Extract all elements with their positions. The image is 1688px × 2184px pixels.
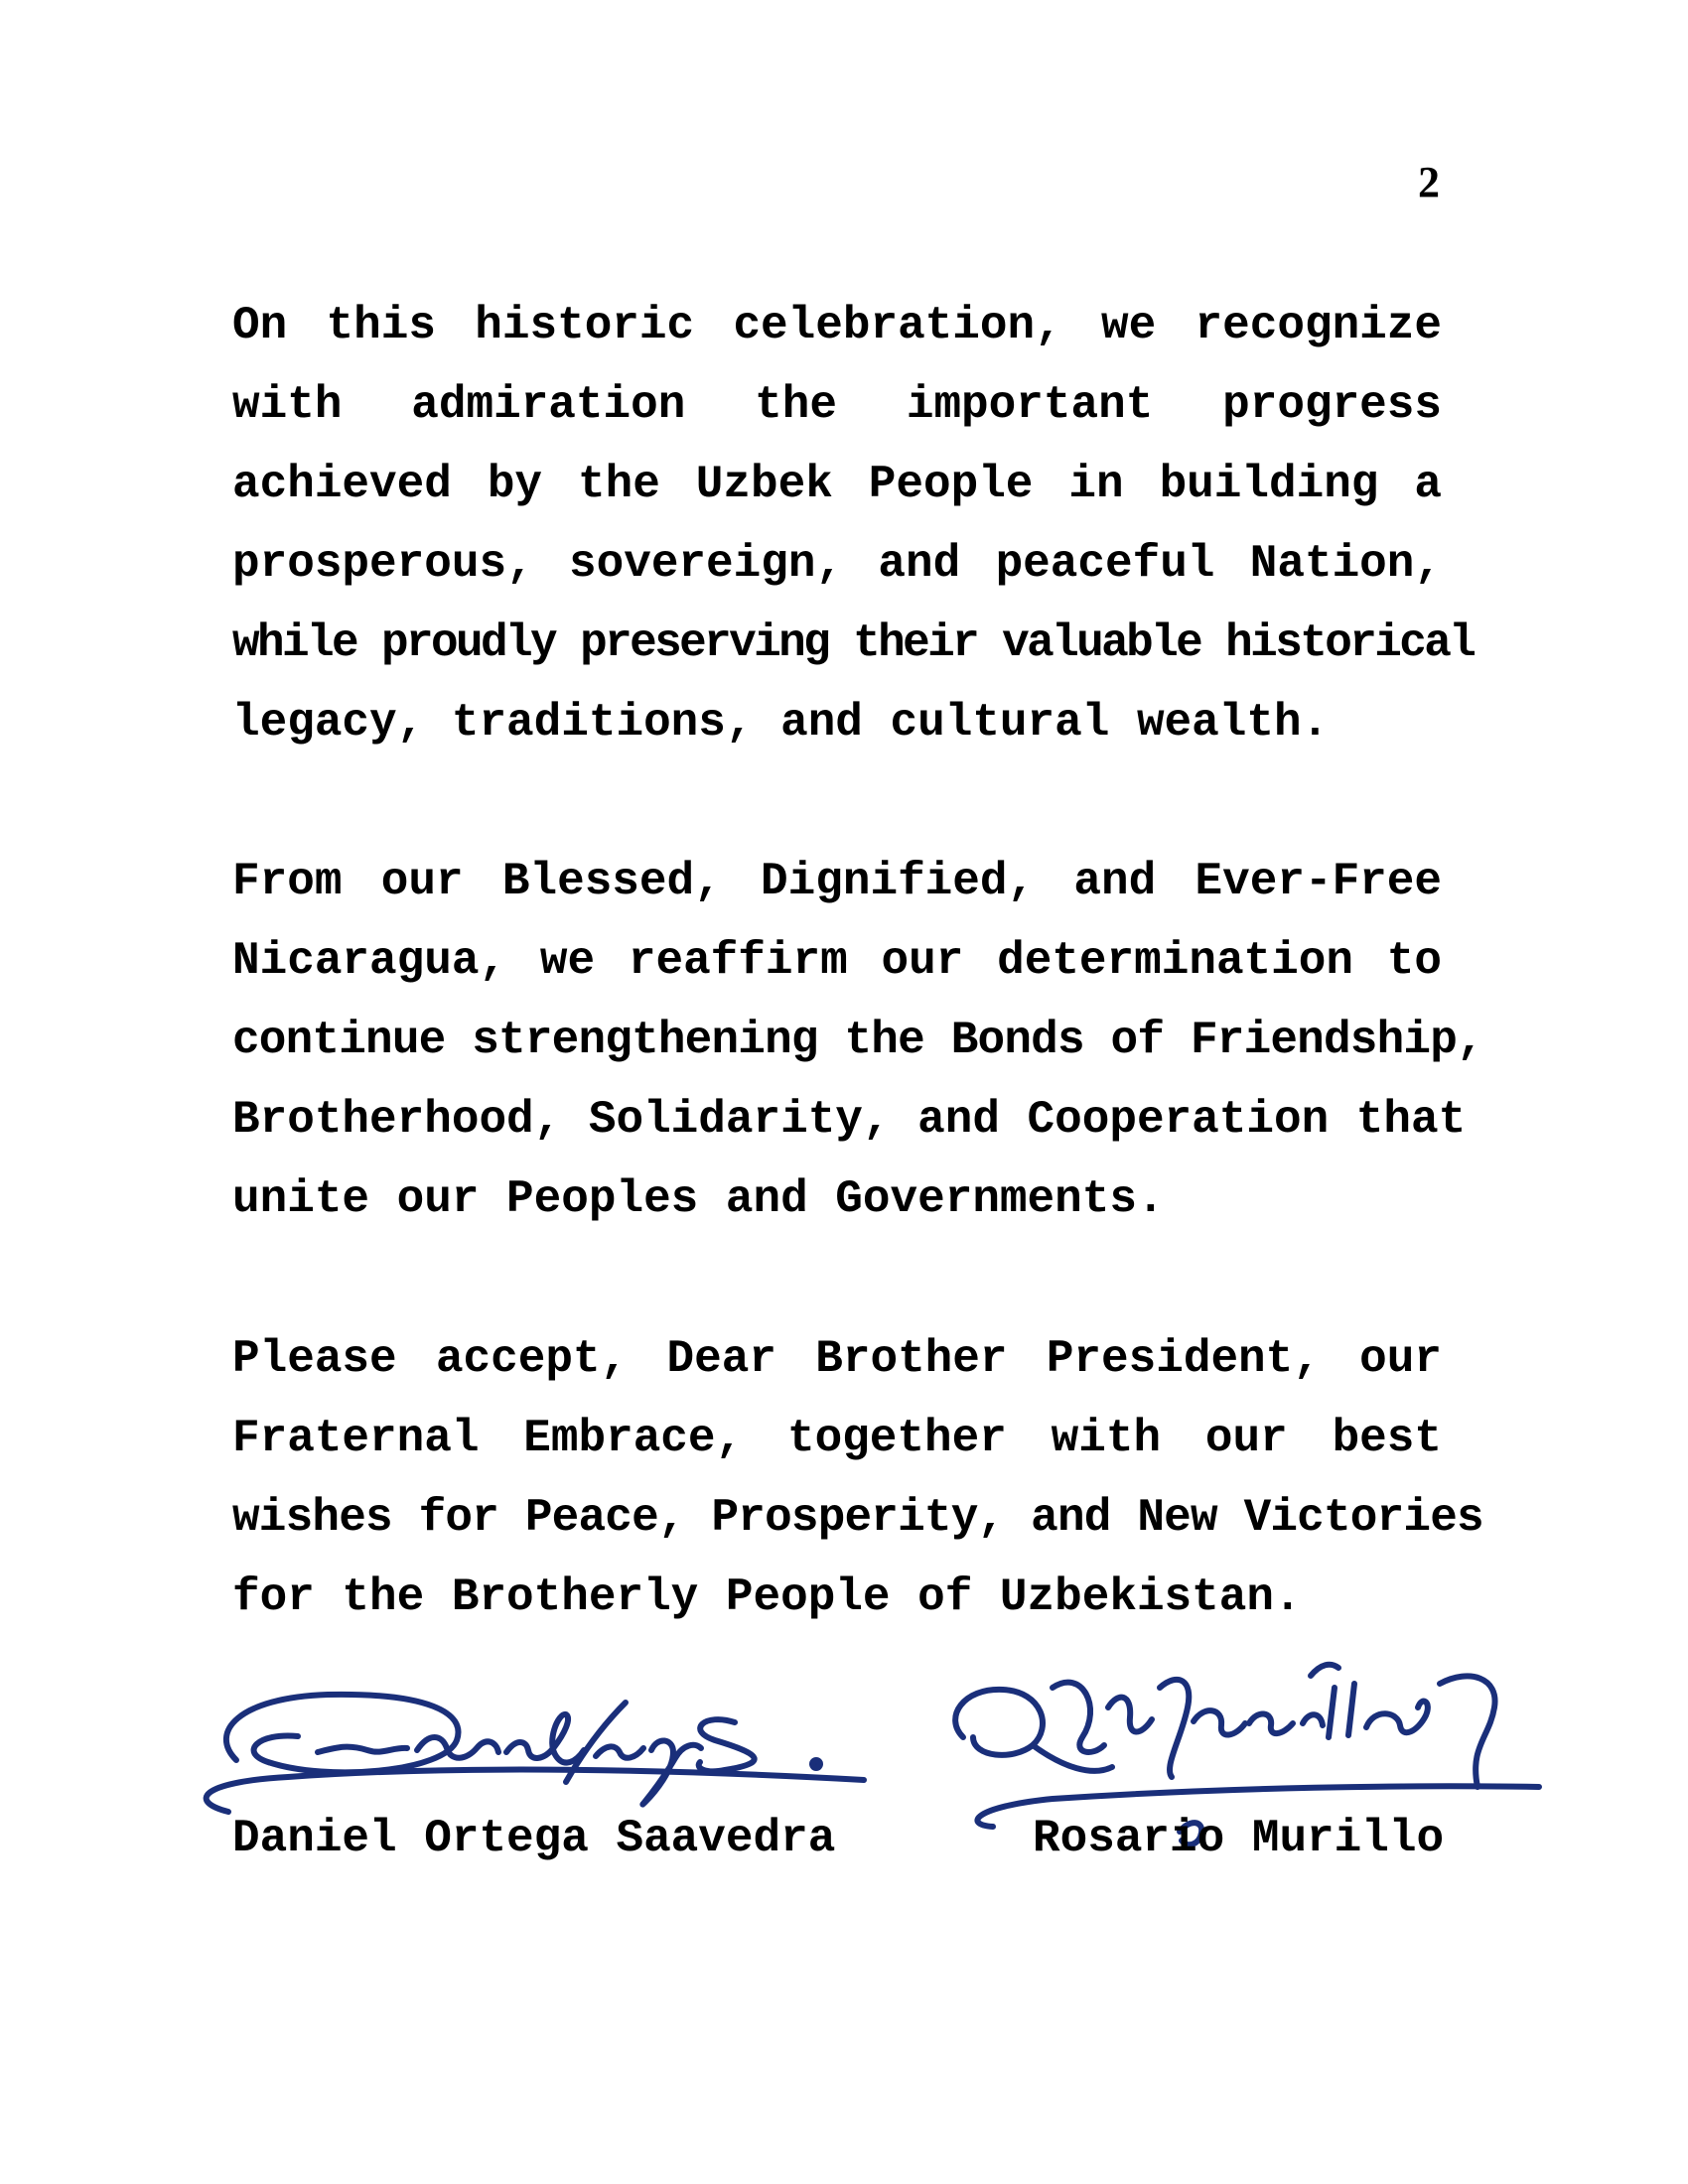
paragraph-line: prosperous, sovereign, and peaceful Nation,: [232, 538, 1442, 590]
paragraph-line: Fraternal Embrace, together with our best: [232, 1413, 1442, 1464]
signatory-name-rosario-murillo: Rosario Murillo: [1033, 1813, 1445, 1864]
paragraph-line: continue strengthening the Bonds of Friendship,: [232, 1015, 1483, 1066]
paragraph-closing: [232, 1319, 1483, 1637]
paragraph-line: From our Blessed, Dignified, and Ever-Free: [232, 856, 1442, 907]
paragraph-congratulations: [232, 286, 1475, 762]
signature-daniel-ortega: [169, 1653, 884, 1832]
paragraph-friendship: [232, 842, 1483, 1239]
paragraph-line: with admiration the important progress: [232, 379, 1442, 431]
paragraph-line: On this historic celebration, we recognize: [232, 300, 1442, 351]
paragraph-line: for the Brotherly People of Uzbekistan.: [232, 1571, 1302, 1623]
paragraph-line: Nicaragua, we reaffirm our determination to: [232, 935, 1442, 987]
paragraph-line: Brotherhood, Solidarity, and Cooperation that: [232, 1094, 1467, 1146]
paragraph-line: legacy, traditions, and cultural wealth.: [232, 697, 1330, 749]
page-number: 2: [1418, 158, 1440, 206]
paragraph-line: Please accept, Dear Brother President, our: [232, 1333, 1442, 1385]
paragraph-line: while proudly preserving their valuable historical: [232, 617, 1475, 669]
signatory-name-daniel-ortega: Daniel Ortega Saavedra: [232, 1813, 836, 1864]
paragraph-line: wishes for Peace, Prosperity, and New Victories: [232, 1492, 1483, 1544]
paragraph-line: achieved by the Uzbek People in building a: [232, 459, 1442, 510]
paragraph-line: unite our Peoples and Governments.: [232, 1173, 1165, 1225]
